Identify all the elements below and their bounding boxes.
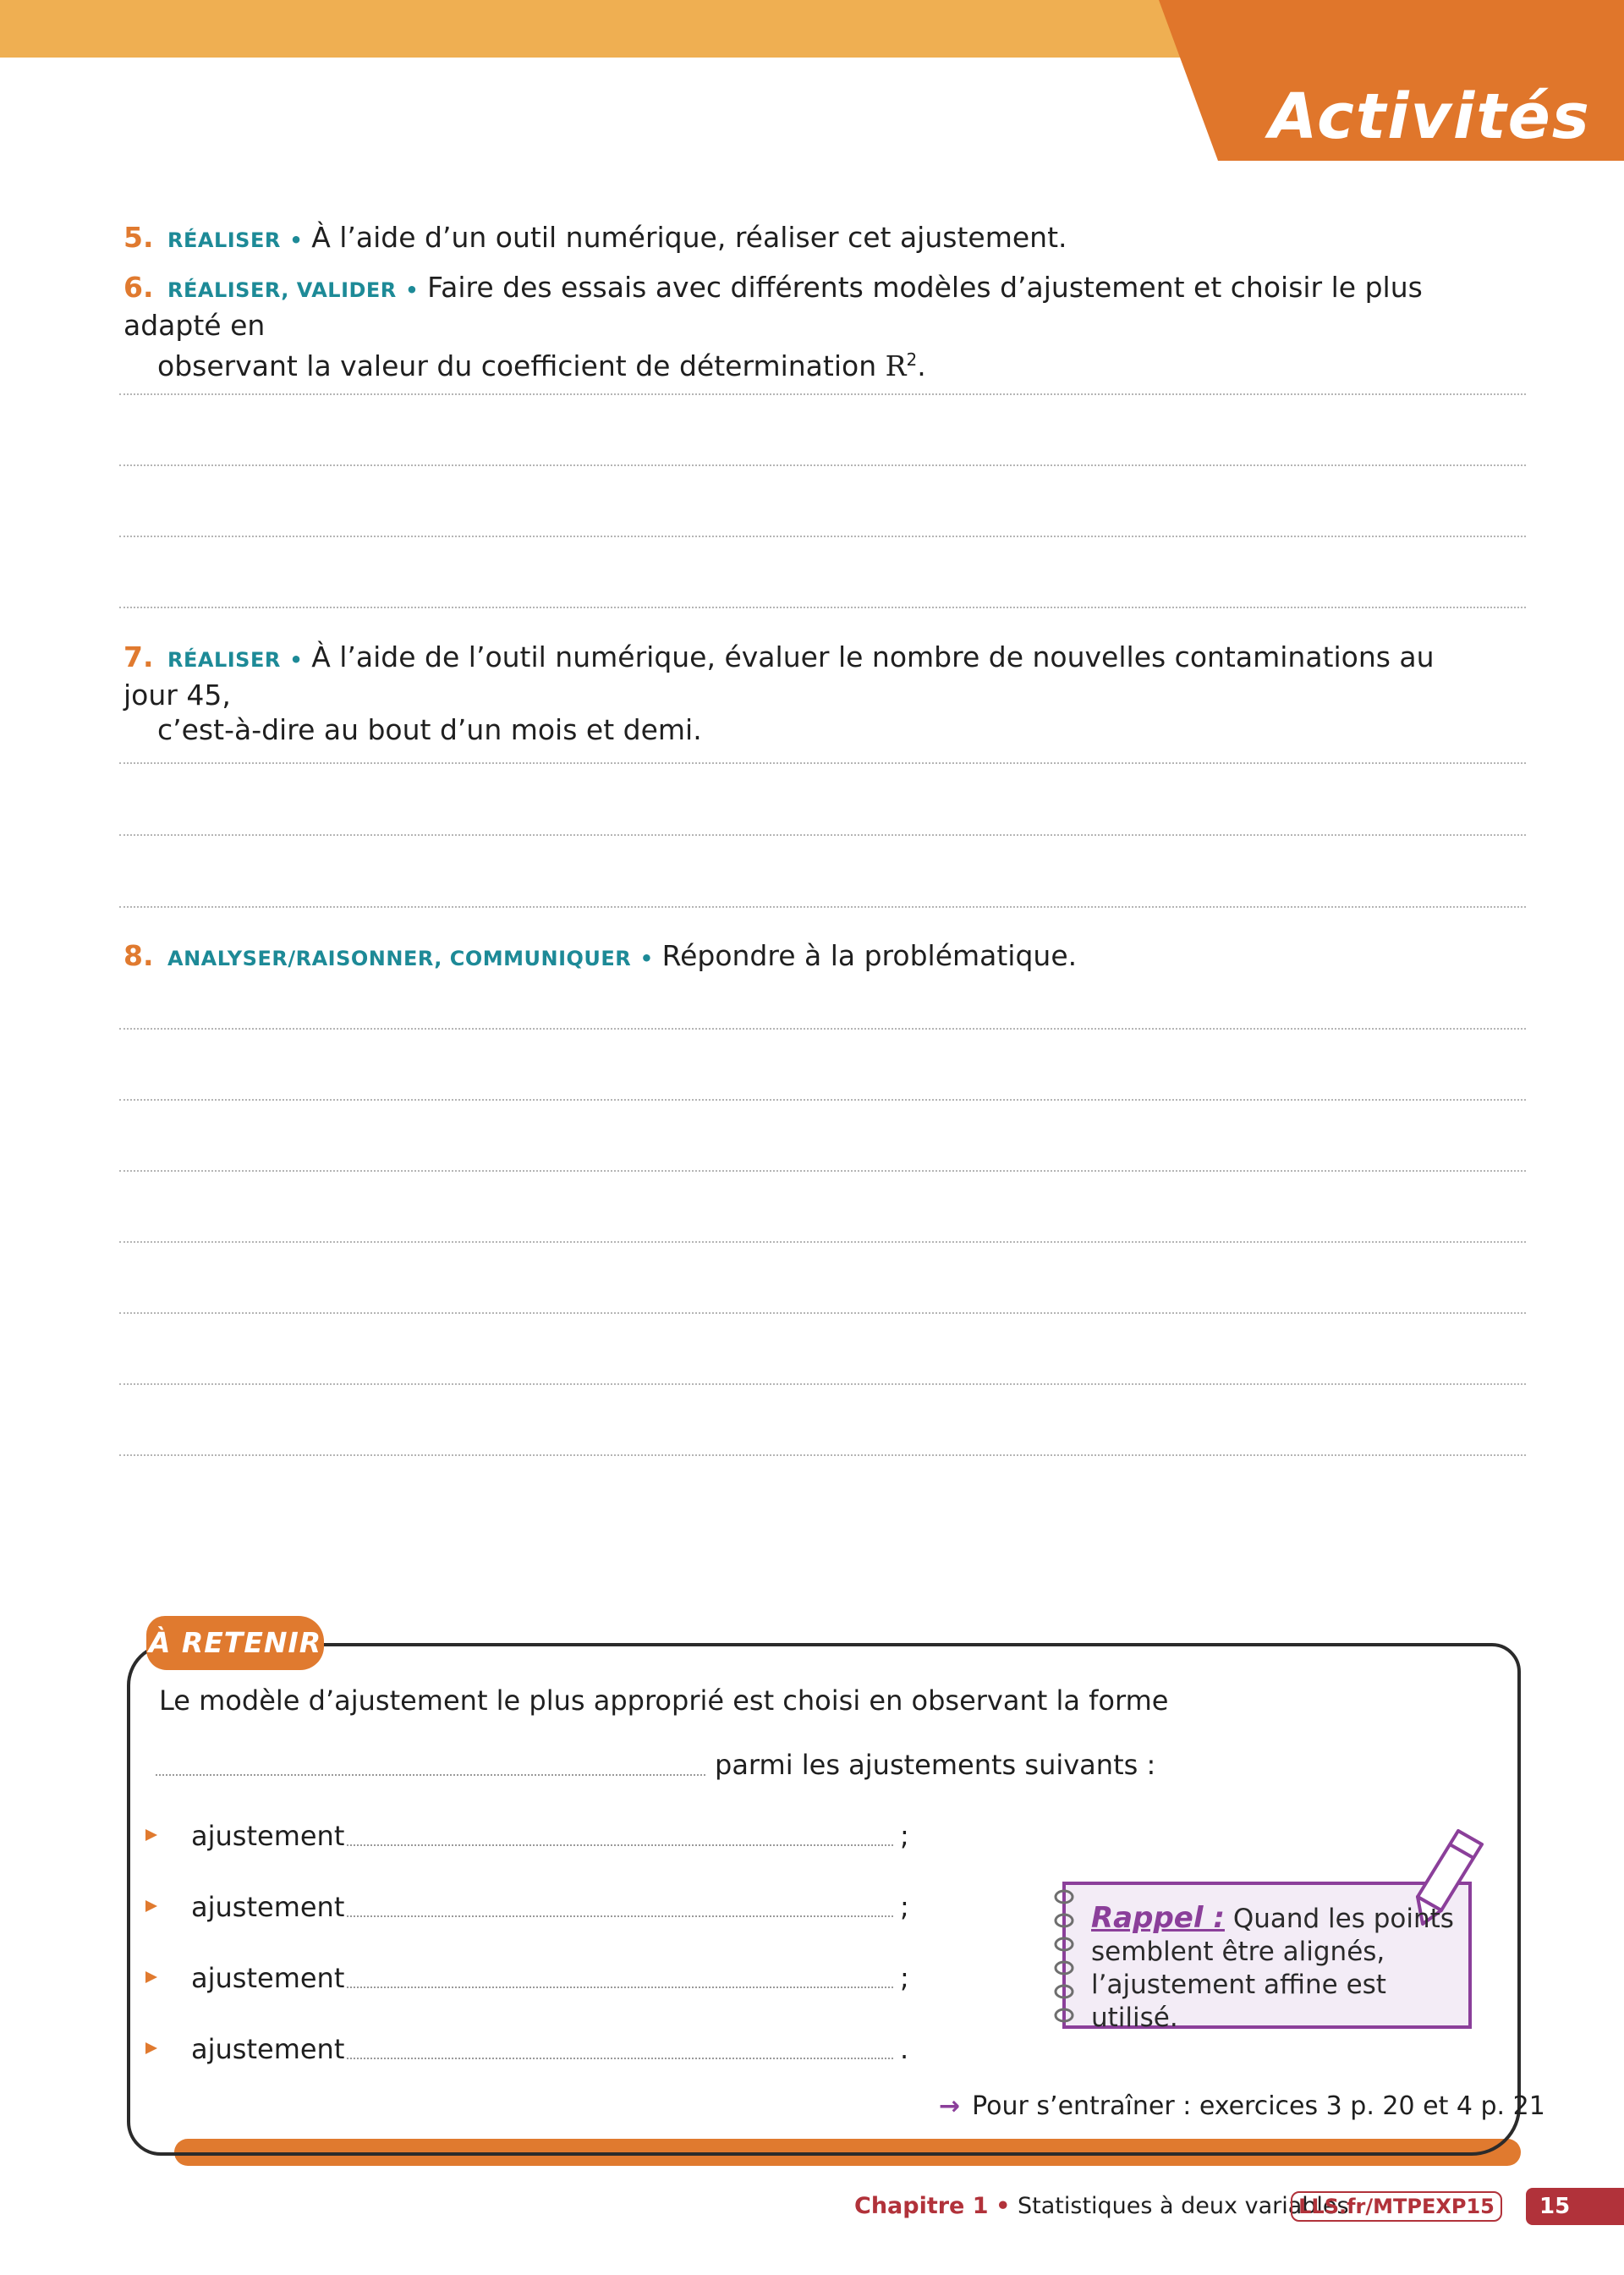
answer-line[interactable]	[119, 1099, 1526, 1101]
blank-field[interactable]	[347, 2058, 893, 2059]
bullet-icon	[145, 1971, 157, 1983]
skill-label: ANALYSER/RAISONNER, COMMUNIQUER	[167, 947, 632, 970]
training-text: Pour s’entraîner : exercices 3 p. 20 et 4 p. 21	[972, 2091, 1545, 2121]
question-number: 6.	[123, 271, 154, 304]
answer-line[interactable]	[119, 1312, 1526, 1314]
separator: •	[639, 947, 654, 970]
section-title: Activités	[1269, 80, 1591, 153]
item-label: ajustement	[191, 2033, 345, 2065]
item-end: ;	[900, 1962, 909, 1994]
answer-line[interactable]	[119, 1241, 1526, 1243]
answer-line[interactable]	[119, 536, 1526, 537]
item-end: ;	[900, 1820, 909, 1852]
footer-separator: •	[996, 2193, 1011, 2219]
separator: •	[405, 278, 419, 302]
skill-label: RÉALISER	[167, 648, 281, 672]
answer-line[interactable]	[119, 1454, 1526, 1456]
item-label: ajustement	[191, 1820, 345, 1852]
page-number: 15	[1526, 2188, 1624, 2225]
arrow-right-icon: →	[939, 2091, 961, 2121]
answer-line[interactable]	[119, 1170, 1526, 1172]
separator: •	[289, 648, 303, 672]
skill-label: RÉALISER	[167, 228, 281, 252]
chapter-title: Statistiques à deux variables	[1018, 2193, 1349, 2219]
question-text: À l’aide d’un outil numérique, réaliser cet ajustement.	[311, 221, 1067, 254]
question-text-end: .	[917, 349, 926, 382]
bullet-icon	[145, 1900, 157, 1912]
chapter-label: Chapitre 1	[854, 2193, 989, 2219]
answer-line[interactable]	[119, 834, 1526, 836]
lls-link[interactable]: LLS.fr/MTPEXP15	[1291, 2191, 1502, 2222]
item-end: ;	[900, 1891, 909, 1923]
item-label: ajustement	[191, 1962, 345, 1994]
question-text-continued	[123, 343, 1443, 383]
retenir-line2: parmi les ajustements suivants :	[715, 1749, 1156, 1781]
retenir-tag: À RETENIR	[146, 1616, 324, 1670]
item-label: ajustement	[191, 1891, 345, 1923]
blank-field[interactable]	[347, 1915, 893, 1917]
question-number: 8.	[123, 939, 154, 972]
answer-line[interactable]	[119, 464, 1526, 466]
question-text-continued: c’est-à-dire au bout d’un mois et demi.	[157, 713, 702, 746]
retenir-line1: Le modèle d’ajustement le plus approprié est choisi en observant la forme	[159, 1684, 1169, 1717]
question-text-line2: observant la valeur du coefficient de détermination	[157, 349, 886, 382]
rappel-text: Quand les points semblent être alignés, l’ajustement affine est utilisé.	[1091, 1904, 1454, 2033]
spiral-rings-icon	[1047, 1885, 1081, 2027]
math-exponent: 2	[906, 349, 918, 370]
answer-line[interactable]	[119, 762, 1526, 764]
question-5	[123, 220, 1443, 258]
question-text: Répondre à la problématique.	[661, 939, 1078, 972]
answer-line[interactable]	[119, 1383, 1526, 1385]
question-6	[123, 270, 1443, 383]
question-text: À l’aide de l’outil numérique, évaluer le nombre de nouvelles contaminations au jour 45,	[123, 640, 1435, 712]
separator: •	[289, 228, 303, 252]
training-reference	[939, 2090, 1545, 2124]
answer-line[interactable]	[119, 1028, 1526, 1030]
answer-line[interactable]	[119, 393, 1526, 395]
footer-chapter	[854, 2190, 1349, 2223]
rappel-text-block	[1091, 1902, 1463, 2035]
skill-label: RÉALISER, VALIDER	[167, 278, 397, 302]
bullet-icon	[145, 1829, 157, 1841]
blank-field[interactable]	[156, 1774, 705, 1776]
question-8	[123, 938, 1443, 976]
math-symbol: R	[885, 349, 907, 382]
question-text: Faire des essais avec différents modèles d’ajustement et choisir le plus adapté en	[123, 271, 1423, 342]
answer-line[interactable]	[119, 607, 1526, 608]
blank-field[interactable]	[347, 1844, 893, 1846]
rappel-title: Rappel :	[1091, 1901, 1225, 1935]
question-7	[123, 640, 1443, 747]
item-end: .	[900, 2033, 909, 2065]
answer-line[interactable]	[119, 906, 1526, 908]
bullet-icon	[145, 2042, 157, 2054]
blank-field[interactable]	[347, 1987, 893, 1988]
question-number: 5.	[123, 221, 154, 254]
question-number: 7.	[123, 640, 154, 673]
